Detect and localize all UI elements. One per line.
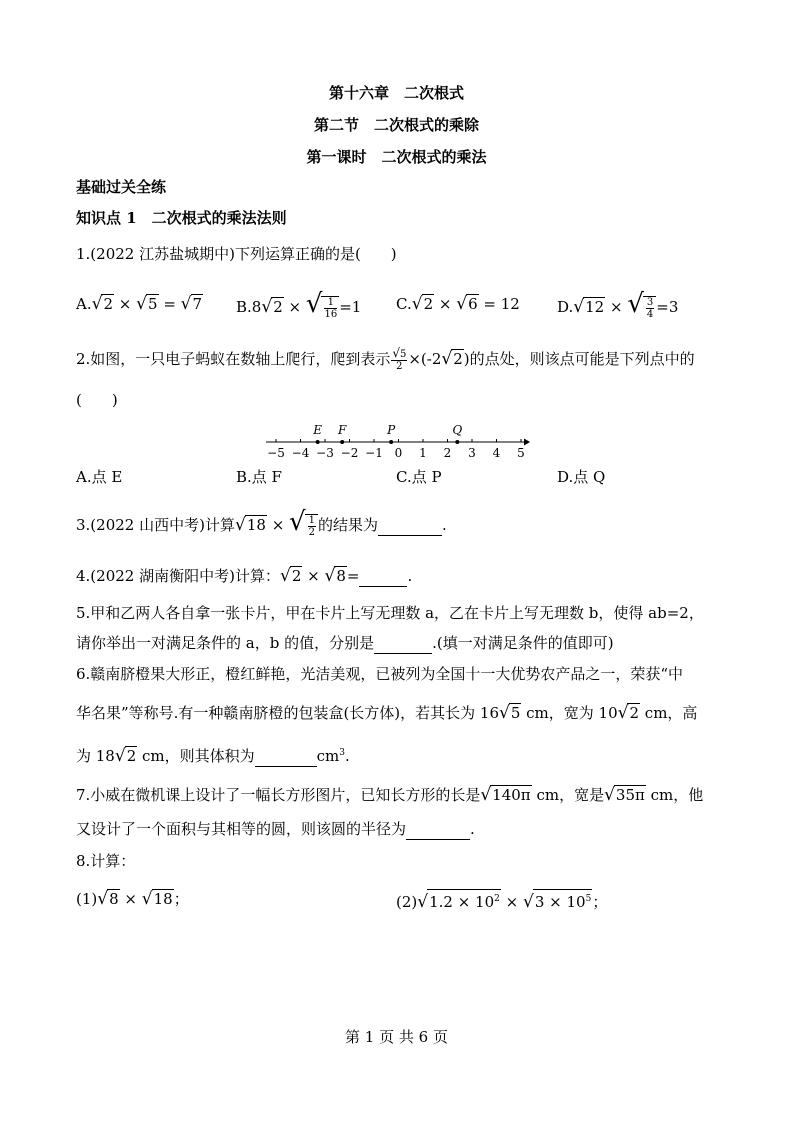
number-line — [262, 418, 532, 460]
q5-line2: 请你举出一对满足条件的 a，b 的值，分别是 .(填一对满足条件的值即可) — [76, 634, 614, 652]
q2-option-c: C.点 P — [396, 468, 442, 486]
chapter-title: 第十六章 二次根式 — [328, 84, 464, 102]
q2-answer-paren: ( ) — [76, 391, 118, 409]
q1-option-a: A.√2 × √5 = √7 — [76, 294, 203, 314]
q1-stem: 1.(2022 江苏盐城期中)下列运算正确的是( ) — [76, 245, 397, 263]
number-line-point-label: F — [337, 423, 347, 437]
knowledge-point: 知识点 1 二次根式的乘法法则 — [76, 209, 287, 227]
number-line-tick-label: 0 — [394, 446, 403, 460]
q4: 4.(2022 湖南衡阳中考)计算：√2 × √8= . — [76, 566, 413, 586]
number-line-point-label: P — [387, 423, 396, 437]
q1-option-d: D.√12 × √ $\frac{3}{4}$ =3 — [557, 289, 679, 320]
q7-line2: 又设计了一个面积与其相等的圆，则该圆的半径为 . — [76, 820, 475, 838]
number-line-tick-label: −3 — [316, 446, 334, 460]
number-line-tick-label: 3 — [468, 446, 476, 460]
number-line-point — [340, 440, 344, 444]
q6-line3: 为 18√2 cm，则其体积为 $cm^3$. — [76, 746, 350, 766]
number-line-point — [455, 440, 459, 444]
number-line-point — [316, 440, 320, 444]
number-line-tick-label: 5 — [517, 446, 525, 460]
number-line-tick-label: −2 — [340, 446, 359, 460]
q6-line2: 华名果”等称号.有一种赣南脐橙的包装盒(长方体)，若其长为 16√5 cm，宽为 10√2 cm，高 — [76, 703, 698, 723]
q4-answer-blank — [359, 566, 407, 587]
number-line-tick-label: 2 — [443, 446, 452, 460]
q3-answer-blank — [378, 515, 442, 536]
page-footer: 第 1 页 共 6 页 — [345, 1028, 448, 1046]
lesson-title: 第一课时 二次根式的乘法 — [306, 148, 487, 166]
q8-part1: (1)√8 × √18； — [76, 889, 189, 909]
section-title: 第二节 二次根式的乘除 — [313, 116, 479, 134]
number-line-tick-label: 1 — [419, 446, 427, 460]
number-line-point-label: Q — [452, 423, 463, 437]
q5-line1: 5.甲和乙两人各自拿一张卡片，甲在卡片上写无理数 a，乙在卡片上写无理数 b，使得 ab=2， — [76, 604, 704, 622]
number-line-tick-label: 4 — [492, 446, 501, 460]
q8-stem: 8.计算： — [76, 852, 136, 870]
q6-answer-blank — [255, 746, 317, 767]
practice-title: 基础过关全练 — [76, 178, 167, 196]
q2-option-b: B.点 F — [236, 468, 282, 486]
q7-answer-blank — [406, 819, 470, 840]
number-line-point-label: E — [313, 423, 323, 437]
q1-option-c: C.√2 × √6 = 12 — [396, 294, 520, 314]
number-line-tick-label: −1 — [365, 446, 383, 460]
number-line-tick-label: −5 — [267, 446, 285, 460]
q5-answer-blank — [374, 633, 432, 654]
q2-stem: 2.如图，一只电子蚂蚁在数轴上爬行，爬到表示 $\frac{√5}{2}$ ×(-2√2)的点处，则该点可能是下列点中的 — [76, 346, 695, 372]
q1-option-b: B.8√2 × √ $\frac{1}{16}$ =1 — [236, 289, 362, 320]
q2-option-a: A.点 E — [76, 468, 123, 486]
q7-line1: 7.小威在微机课上设计了一幅长方形图片，已知长方形的长是√140π cm，宽是√35π cm，他 — [76, 785, 704, 805]
number-line-tick-label: −4 — [291, 446, 310, 460]
q6-line1: 6.赣南脐橙果大形正，橙红鲜艳，光洁美观，已被列为全国十一大优势农产品之一，荣获“中 — [76, 665, 683, 683]
q3: 3.(2022 山西中考)计算√18 × √ $\frac{1}{2}$ 的结果为 . — [76, 507, 447, 538]
q2-option-d: D.点 Q — [557, 468, 606, 486]
number-line-point — [389, 440, 393, 444]
q8-part2: $(2)√1.2 \times 10^2 \times √3 \times 10^5$； — [396, 889, 607, 912]
